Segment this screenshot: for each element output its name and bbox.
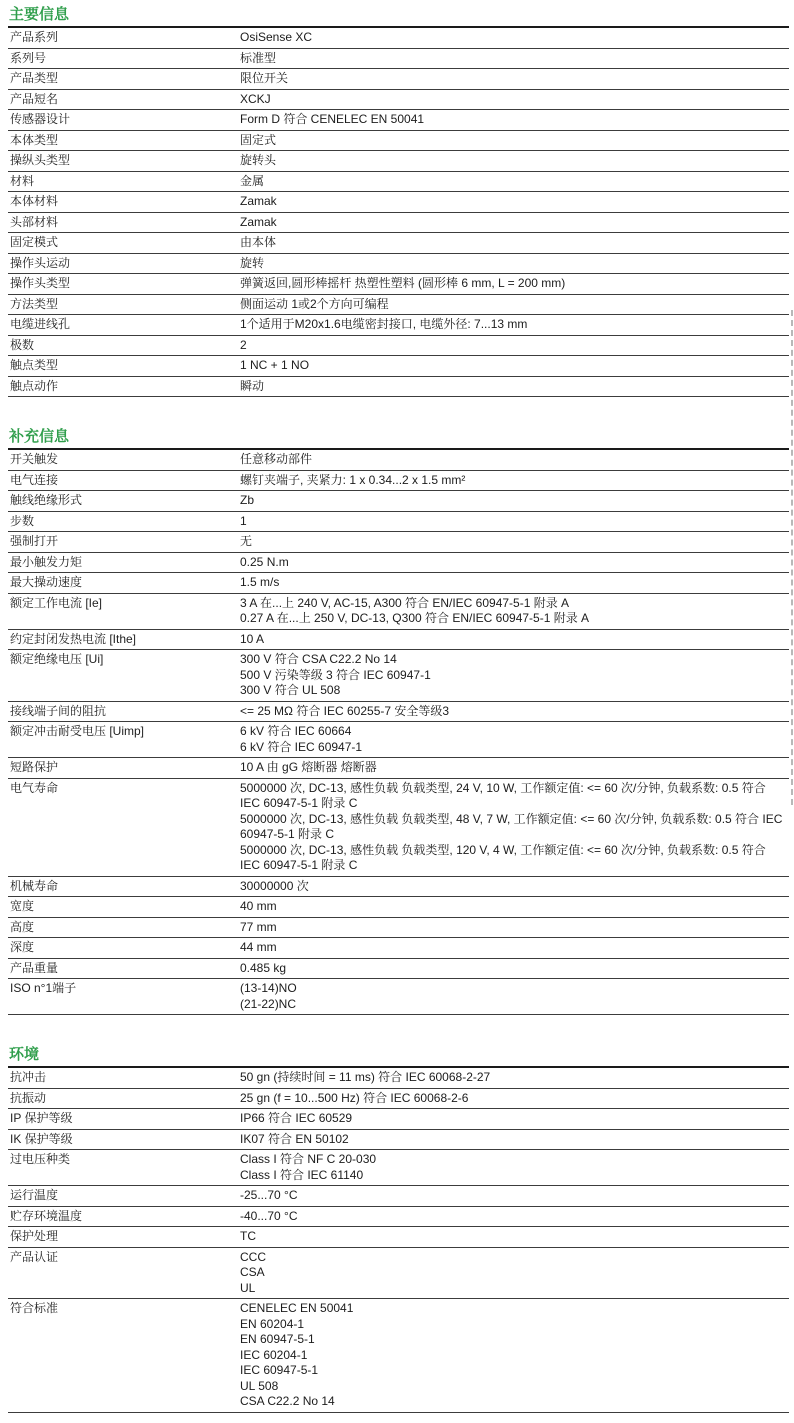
spec-value-line: EN 60947-5-1 <box>240 1332 315 1346</box>
spec-value-line: 弹簧返回,圆形棒摇杆 热塑性塑料 (圆形棒 6 mm, L = 200 mm) <box>240 276 566 290</box>
spec-row <box>8 110 789 131</box>
spec-row <box>8 1299 789 1413</box>
spec-section <box>8 6 789 397</box>
spec-value-line: (13-14)NO <box>240 981 297 995</box>
spec-label: 短路保护 <box>10 760 59 774</box>
spec-value-line: 螺钉夹端子, 夹紧力: 1 x 0.34...2 x 1.5 mm² <box>240 472 466 487</box>
spec-value <box>240 153 789 169</box>
spec-value <box>240 961 789 977</box>
spec-value-line: -25...70 °C <box>240 1188 298 1202</box>
spec-row <box>8 28 789 49</box>
spec-value-line: <= 25 MΩ 符合 IEC 60255-7 安全等级3 <box>240 703 450 718</box>
spec-value-line: 2 <box>240 337 247 352</box>
spec-row <box>8 450 789 471</box>
spec-value-line: 限位开关 <box>240 71 289 85</box>
spec-value-line: 50 gn (持续时间 = 11 ms) 符合 IEC 60068-2-27 <box>240 1070 491 1084</box>
spec-label: 传感器设计 <box>10 112 71 126</box>
spec-value-line: 侧面运动 1或2个方向可编程 <box>240 296 389 311</box>
spec-value-line: 0.25 N.m <box>240 554 289 569</box>
spec-row <box>8 1068 789 1089</box>
spec-value <box>240 317 789 333</box>
spec-value <box>240 338 789 354</box>
spec-value <box>240 1132 789 1148</box>
spec-value-line: 10 A <box>240 631 265 646</box>
spec-label: 开关触发 <box>10 452 59 466</box>
spec-value-line: CENELEC EN 50041 <box>240 1301 354 1315</box>
spec-value-line: IK07 符合 EN 50102 <box>240 1131 349 1146</box>
spec-label: 额定冲击耐受电压 [Uimp] <box>10 724 145 738</box>
spec-value-line: CSA C22.2 No 14 <box>240 1394 335 1408</box>
spec-value-line: UL <box>240 1280 256 1295</box>
section-title: 环境 <box>9 1046 40 1063</box>
spec-value-line: 0.485 kg <box>240 960 287 975</box>
spec-label: 本体材料 <box>10 194 59 208</box>
spec-row <box>8 1109 789 1130</box>
spec-value-line: 6 kV 符合 IEC 60664 <box>240 724 352 738</box>
spec-value <box>240 534 789 550</box>
spec-table <box>8 26 789 397</box>
spec-label: 运行温度 <box>10 1188 59 1202</box>
spec-label: 贮存环境温度 <box>10 1208 83 1223</box>
spec-value <box>240 493 789 509</box>
spec-value-line: CSA <box>240 1265 265 1279</box>
spec-row <box>8 918 789 939</box>
spec-value-line: (21-22)NC <box>240 996 297 1011</box>
spec-row <box>8 336 789 357</box>
spec-row <box>8 254 789 275</box>
spec-label: 系列号 <box>10 50 47 65</box>
spec-row <box>8 1248 789 1300</box>
spec-value-line: IEC 60204-1 <box>240 1347 308 1362</box>
spec-value-line: 300 V 符合 CSA C22.2 No 14 <box>240 652 397 666</box>
spec-value <box>240 174 789 190</box>
spec-value-line: 30000000 次 <box>240 878 309 893</box>
spec-value-line: IP66 符合 IEC 60529 <box>240 1111 353 1125</box>
spec-label: 接线端子间的阻抗 <box>10 703 107 718</box>
spec-value-line: 300 V 符合 UL 508 <box>240 683 341 697</box>
spec-value-line: Form D 符合 CENELEC EN 50041 <box>240 112 425 126</box>
spec-value <box>240 51 789 67</box>
spec-section <box>8 1046 789 1413</box>
spec-value <box>240 92 789 108</box>
spec-value-line: Class I 符合 NF C 20-030 <box>240 1152 377 1166</box>
spec-label: 最小触发力矩 <box>10 554 83 569</box>
spec-value <box>240 724 789 755</box>
spec-value-line: TC <box>240 1229 256 1243</box>
spec-value <box>240 215 789 231</box>
spec-value-line: CCC <box>240 1249 266 1264</box>
spec-row <box>8 758 789 779</box>
spec-value <box>240 358 789 374</box>
spec-label: 操作头运动 <box>10 255 71 270</box>
spec-label: 产品重量 <box>10 960 59 975</box>
spec-row <box>8 315 789 336</box>
spec-value <box>240 71 789 87</box>
spec-section <box>8 428 789 1015</box>
spec-label: 头部材料 <box>10 214 59 229</box>
spec-label: 过电压种类 <box>10 1152 71 1166</box>
spec-row <box>8 630 789 651</box>
spec-label: 约定封闭发热电流 [Ithe] <box>10 631 137 646</box>
spec-value-line: EN 60204-1 <box>240 1316 305 1331</box>
spec-label: 方法类型 <box>10 296 59 311</box>
spec-value <box>240 452 789 468</box>
spec-value-line: 无 <box>240 534 253 548</box>
spec-value-line: Class I 符合 IEC 61140 <box>240 1167 364 1182</box>
spec-row <box>8 356 789 377</box>
spec-value <box>240 1152 789 1183</box>
spec-row <box>8 90 789 111</box>
spec-value <box>240 194 789 210</box>
spec-row <box>8 131 789 152</box>
spec-value-line: 5000000 次, DC-13, 感性负载 负载类型, 48 V, 7 W, 工作额定值: <= 60 次/分钟, 负载系数: 0.5 符合 IEC 60947-5-1 附录 C <box>240 811 783 841</box>
spec-row <box>8 702 789 723</box>
spec-value <box>240 1209 789 1225</box>
spec-value-line: 1.5 m/s <box>240 575 280 589</box>
spec-label: 高度 <box>10 919 35 934</box>
spec-row <box>8 1227 789 1248</box>
spec-value-line: 旋转头 <box>240 153 277 167</box>
spec-row <box>8 471 789 492</box>
spec-label: ISO n°1端子 <box>10 981 77 995</box>
spec-value <box>240 940 789 956</box>
spec-row <box>8 192 789 213</box>
spec-value-line: 标准型 <box>240 50 277 65</box>
spec-label: 抗冲击 <box>10 1070 47 1084</box>
spec-label: IK 保护等级 <box>10 1131 73 1146</box>
spec-value-line: UL 508 <box>240 1378 279 1393</box>
spec-value <box>240 596 789 627</box>
spec-label: 电气连接 <box>10 472 59 487</box>
spec-label: 保护处理 <box>10 1229 59 1243</box>
spec-label: 额定绝缘电压 [Ui] <box>10 652 104 666</box>
spec-value-line: 3 A 在...上 240 V, AC-15, A300 符合 EN/IEC 60947-5-1 附录 A <box>240 595 570 610</box>
spec-value-line: 瞬动 <box>240 378 265 393</box>
spec-value-line: XCKJ <box>240 91 271 106</box>
spec-label: 触点类型 <box>10 358 59 372</box>
spec-value <box>240 379 789 395</box>
spec-value <box>240 920 789 936</box>
spec-value-line: 5000000 次, DC-13, 感性负载 负载类型, 120 V, 4 W, 工作额定值: <= 60 次/分钟, 负载系数: 0.5 符合 IEC 60947-5-1 附录 C <box>240 842 766 872</box>
spec-row <box>8 512 789 533</box>
spec-row <box>8 377 789 398</box>
spec-value <box>240 473 789 489</box>
spec-row <box>8 213 789 234</box>
section-title: 主要信息 <box>9 6 70 23</box>
spec-value <box>240 899 789 915</box>
spec-row <box>8 779 789 877</box>
spec-value-line: 44 mm <box>240 940 277 954</box>
spec-value <box>240 704 789 720</box>
spec-value <box>240 981 789 1012</box>
spec-table <box>8 448 789 1015</box>
spec-label: 抗振动 <box>10 1090 47 1105</box>
spec-value-line: IEC 60947-5-1 <box>240 1363 319 1377</box>
spec-label: 机械寿命 <box>10 878 59 893</box>
spec-value-line: Zb <box>240 493 255 507</box>
spec-value <box>240 555 789 571</box>
spec-row <box>8 938 789 959</box>
spec-label: 电缆进线孔 <box>10 317 71 331</box>
spec-row <box>8 594 789 630</box>
spec-value <box>240 1070 789 1086</box>
spec-value-line: 40 mm <box>240 899 277 913</box>
spec-label: 强制打开 <box>10 534 59 548</box>
spec-label: 触点动作 <box>10 378 59 393</box>
spec-label: 产品系列 <box>10 30 59 44</box>
spec-label: 步数 <box>10 513 35 528</box>
spec-label: 宽度 <box>10 899 35 913</box>
spec-label: 产品短名 <box>10 91 59 106</box>
spec-value-line: 77 mm <box>240 919 277 934</box>
spec-label: 本体类型 <box>10 132 59 147</box>
spec-value <box>240 112 789 128</box>
spec-value-line: 25 gn (f = 10...500 Hz) 符合 IEC 60068-2-6 <box>240 1090 469 1105</box>
spec-value-line: 500 V 污染等级 3 符合 IEC 60947-1 <box>240 667 431 682</box>
spec-value-line: 旋转 <box>240 255 265 270</box>
spec-row <box>8 1186 789 1207</box>
spec-value-line: Zamak <box>240 214 277 229</box>
spec-row <box>8 722 789 758</box>
spec-row <box>8 491 789 512</box>
spec-row <box>8 553 789 574</box>
spec-row <box>8 172 789 193</box>
spec-row <box>8 979 789 1015</box>
spec-row <box>8 151 789 172</box>
spec-value <box>240 1111 789 1127</box>
spec-label: 最大操动速度 <box>10 575 83 589</box>
spec-row <box>8 959 789 980</box>
spec-label: 固定模式 <box>10 235 59 249</box>
spec-label: 触线绝缘形式 <box>10 493 83 507</box>
spec-value <box>240 276 789 292</box>
spec-value-line: 0.27 A 在...上 250 V, DC-13, Q300 符合 EN/IEC 60947-5-1 附录 A <box>240 611 590 625</box>
spec-label: 产品类型 <box>10 71 59 85</box>
spec-label: 电气寿命 <box>10 780 59 795</box>
spec-row <box>8 1150 789 1186</box>
spec-row <box>8 1207 789 1228</box>
spec-value <box>240 1091 789 1107</box>
spec-value <box>240 1229 789 1245</box>
section-title: 补充信息 <box>9 428 70 445</box>
spec-value-line: 10 A 由 gG 熔断器 熔断器 <box>240 760 377 774</box>
spec-row <box>8 1089 789 1110</box>
spec-value-line: -40...70 °C <box>240 1208 298 1223</box>
spec-value <box>240 1301 789 1410</box>
spec-row <box>8 650 789 702</box>
spec-value <box>240 133 789 149</box>
spec-value-line: 1个适用于M20x1.6电缆密封接口, 电缆外径: 7...13 mm <box>240 317 528 331</box>
spec-label: 产品认证 <box>10 1249 59 1264</box>
spec-label: 操纵头类型 <box>10 153 71 167</box>
spec-value-line: 固定式 <box>240 132 277 147</box>
spec-row <box>8 295 789 316</box>
spec-value-line: 由本体 <box>240 235 277 249</box>
spec-label: 材料 <box>10 173 35 188</box>
spec-row <box>8 877 789 898</box>
spec-label: 极数 <box>10 337 35 352</box>
spec-label: IP 保护等级 <box>10 1111 73 1125</box>
spec-value-line: 任意移动部件 <box>240 452 313 466</box>
spec-value <box>240 514 789 530</box>
spec-row <box>8 233 789 254</box>
spec-value <box>240 235 789 251</box>
spec-value-line: 1 <box>240 513 247 528</box>
spec-value <box>240 297 789 313</box>
spec-row <box>8 897 789 918</box>
spec-value <box>240 652 789 699</box>
spec-value <box>240 575 789 591</box>
spec-value <box>240 1188 789 1204</box>
spec-table <box>8 1066 789 1413</box>
spec-row <box>8 49 789 70</box>
spec-label: 深度 <box>10 940 35 954</box>
spec-row <box>8 573 789 594</box>
spec-value-line: 1 NC + 1 NO <box>240 358 310 372</box>
spec-value <box>240 632 789 648</box>
spec-value <box>240 760 789 776</box>
spec-row <box>8 274 789 295</box>
spec-row <box>8 532 789 553</box>
spec-value <box>240 30 789 46</box>
spec-label: 额定工作电流 [Ie] <box>10 595 103 610</box>
spec-row <box>8 69 789 90</box>
spec-label: 操作头类型 <box>10 276 71 290</box>
spec-value-line: Zamak <box>240 194 277 208</box>
spec-value-line: 金属 <box>240 173 265 188</box>
spec-value <box>240 1250 789 1297</box>
spec-value-line: 6 kV 符合 IEC 60947-1 <box>240 739 363 754</box>
spec-label: 符合标准 <box>10 1301 59 1315</box>
spec-value-line: 5000000 次, DC-13, 感性负载 负载类型, 24 V, 10 W, 工作额定值: <= 60 次/分钟, 负载系数: 0.5 符合 IEC 60947-5-1 附录 C <box>240 780 766 810</box>
spec-value <box>240 781 789 874</box>
spec-value <box>240 256 789 272</box>
spec-row <box>8 1130 789 1151</box>
spec-value <box>240 879 789 895</box>
spec-value-line: OsiSense XC <box>240 30 313 44</box>
